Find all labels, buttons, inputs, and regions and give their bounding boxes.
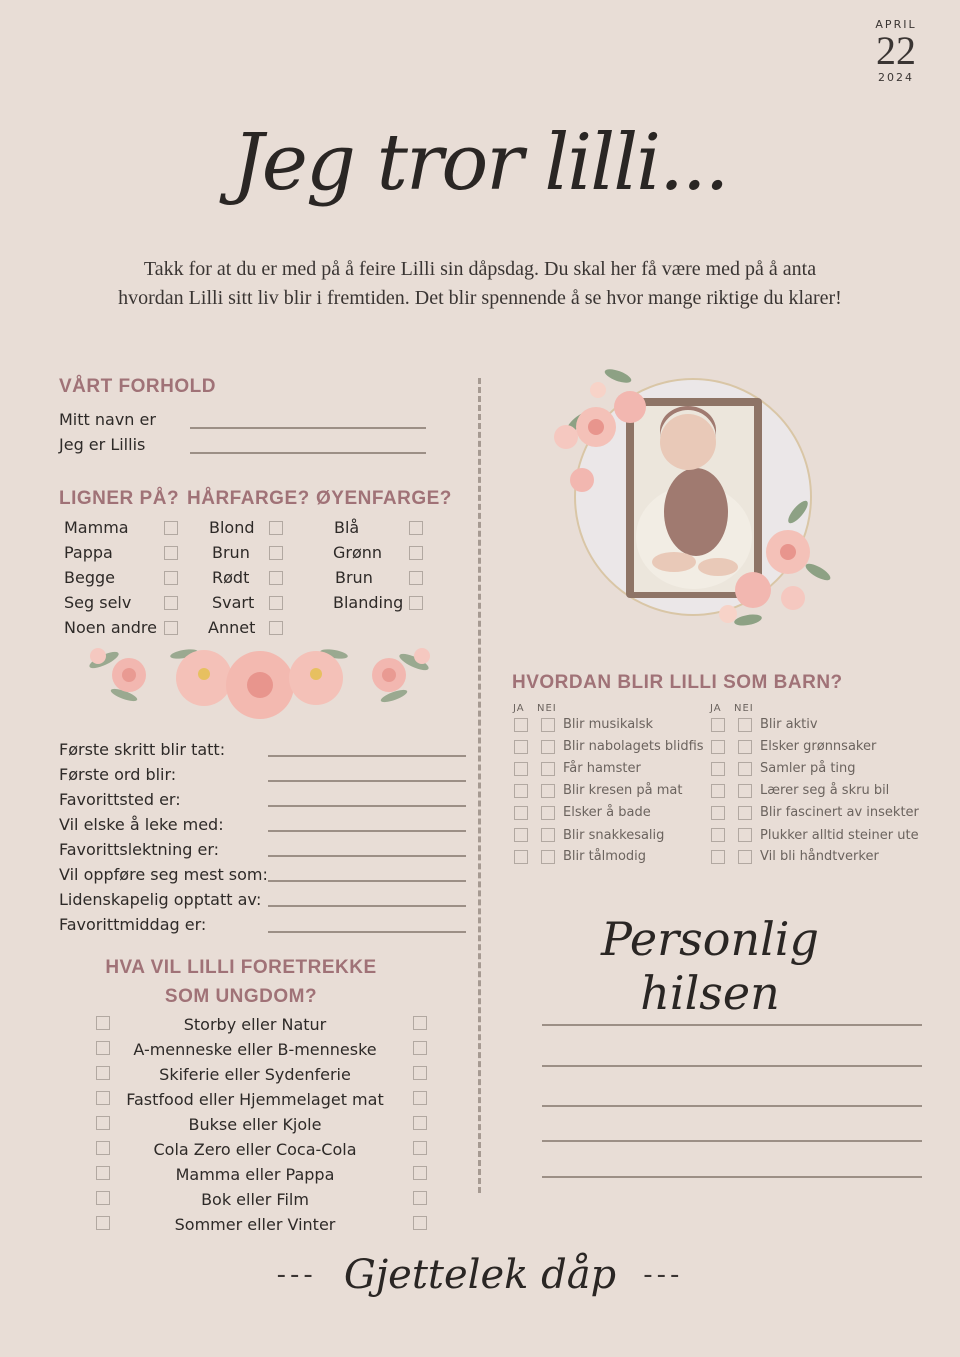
checkbox-blanding[interactable] (409, 596, 423, 610)
guess-line[interactable] (268, 805, 466, 807)
ja-checkbox[interactable] (711, 850, 725, 864)
greeting-line[interactable] (542, 1065, 922, 1067)
youth-item: Skiferie eller Sydenferie (159, 1065, 351, 1084)
guess-label: Favorittmiddag er: (59, 915, 207, 934)
youth-left-checkbox[interactable] (96, 1066, 110, 1080)
column-divider (478, 378, 481, 1193)
checkbox-mamma[interactable] (164, 521, 178, 535)
oyenfarge-heading: ØYENFARGE? (316, 488, 452, 509)
checkbox-noen-andre[interactable] (164, 621, 178, 635)
ja-checkbox[interactable] (711, 784, 725, 798)
youth-item: Bok eller Film (201, 1190, 309, 1209)
child-item: Blir kresen på mat (563, 783, 683, 798)
option-noen-andre: Noen andre (64, 618, 157, 637)
youth-item: Storby eller Natur (183, 1015, 327, 1034)
youth-item: Cola Zero eller Coca-Cola (153, 1140, 357, 1159)
child-item: Blir musikalsk (563, 717, 654, 732)
guess-label: Vil oppføre seg mest som: (59, 865, 268, 884)
guess-line[interactable] (268, 780, 466, 782)
nei-checkbox[interactable] (738, 762, 752, 776)
youth-item: Fastfood eller Hjemmelaget mat (126, 1090, 384, 1109)
date-day: 22 (876, 28, 916, 73)
option-mamma: Mamma (64, 518, 129, 537)
youth-right-checkbox[interactable] (413, 1191, 427, 1205)
youth-left-checkbox[interactable] (96, 1216, 110, 1230)
youth-left-checkbox[interactable] (96, 1191, 110, 1205)
youth-heading-line2: SOM UNGDOM? (164, 986, 318, 1007)
youth-left-checkbox[interactable] (96, 1041, 110, 1055)
nei-checkbox[interactable] (541, 828, 555, 842)
nei-checkbox[interactable] (738, 740, 752, 754)
guess-label: Favorittsted er: (59, 790, 181, 809)
checkbox-svart[interactable] (269, 596, 283, 610)
youth-right-checkbox[interactable] (413, 1066, 427, 1080)
guess-label: Første skritt blir tatt: (59, 740, 226, 759)
youth-right-checkbox[interactable] (413, 1216, 427, 1230)
nei-label-left: NEI (537, 703, 557, 714)
nei-checkbox[interactable] (541, 850, 555, 864)
ja-checkbox[interactable] (514, 718, 528, 732)
ja-checkbox[interactable] (514, 850, 528, 864)
nei-checkbox[interactable] (738, 828, 752, 842)
option-svart: Svart (212, 593, 255, 612)
youth-right-checkbox[interactable] (413, 1116, 427, 1130)
footer (0, 1252, 960, 1298)
youth-right-checkbox[interactable] (413, 1141, 427, 1155)
checkbox-pappa[interactable] (164, 546, 178, 560)
child-heading: HVORDAN BLIR LILLI SOM BARN? (512, 672, 843, 693)
option-seg-selv: Seg selv (64, 593, 132, 612)
nei-checkbox[interactable] (541, 718, 555, 732)
relation-line[interactable] (190, 452, 426, 454)
youth-right-checkbox[interactable] (413, 1166, 427, 1180)
footer-title: Gjettelek dåp (343, 1252, 617, 1298)
relationship-heading: VÅRT FORHOLD (59, 376, 216, 397)
option-blanding: Blanding (333, 593, 404, 612)
child-item: Blir nabolagets blidfis (563, 739, 704, 754)
ja-label-left: JA (513, 703, 525, 714)
child-item: Plukker alltid steiner ute (760, 828, 919, 843)
option-brun-haar: Brun (212, 543, 250, 562)
date-block (866, 18, 926, 84)
nei-checkbox[interactable] (738, 718, 752, 732)
checkbox-brun-oyne[interactable] (409, 571, 423, 585)
ja-checkbox[interactable] (514, 740, 528, 754)
child-item: Blir fascinert av insekter (760, 805, 919, 820)
youth-right-checkbox[interactable] (413, 1041, 427, 1055)
ligner-heading: LIGNER PÅ? (59, 488, 180, 509)
greeting-line[interactable] (542, 1140, 922, 1142)
guess-label: Favorittslektning er: (59, 840, 220, 859)
option-pappa: Pappa (64, 543, 113, 562)
guess-line[interactable] (268, 830, 466, 832)
guess-label: Lidenskapelig opptatt av: (59, 890, 262, 909)
youth-heading-line1: HVA VIL LILLI FORETREKKE (105, 957, 377, 978)
youth-item: A-menneske eller B-menneske (133, 1040, 377, 1059)
checkbox-gronn[interactable] (409, 546, 423, 560)
child-item: Lærer seg å skru bil (760, 783, 890, 798)
ja-checkbox[interactable] (711, 762, 725, 776)
intro-text: Takk for at du er med på å feire Lilli sin dåpsdag. Du skal her få være med på å anta hvordan Lilli sitt liv blir i fremtiden. Det blir spennende å se hvor mange riktige du klarer! (118, 258, 842, 309)
option-annet: Annet (208, 618, 256, 637)
youth-item: Mamma eller Pappa (175, 1165, 335, 1184)
nei-checkbox[interactable] (541, 806, 555, 820)
guess-label: Vil elske å leke med: (59, 815, 224, 834)
flower-garland-icon (84, 640, 434, 732)
nei-label-right: NEI (734, 703, 754, 714)
checkbox-rodt[interactable] (269, 571, 283, 585)
option-bla: Blå (334, 518, 360, 537)
ja-checkbox[interactable] (711, 806, 725, 820)
nei-checkbox[interactable] (541, 762, 555, 776)
youth-left-checkbox[interactable] (96, 1016, 110, 1030)
footer-dashes-right: --- (643, 1260, 684, 1290)
checkbox-bla[interactable] (409, 521, 423, 535)
date-month: APRIL (875, 18, 917, 31)
greeting-heading: Personlig hilsen (601, 912, 819, 1020)
checkbox-begge[interactable] (164, 571, 178, 585)
checkbox-brun-haar[interactable] (269, 546, 283, 560)
greeting-line[interactable] (542, 1105, 922, 1107)
youth-left-checkbox[interactable] (96, 1141, 110, 1155)
option-rodt: Rødt (212, 568, 250, 587)
nei-checkbox[interactable] (738, 806, 752, 820)
ja-checkbox[interactable] (514, 828, 528, 842)
child-item: Elsker grønnsaker (760, 739, 877, 754)
guess-line[interactable] (268, 905, 466, 907)
child-item: Blir aktiv (760, 717, 818, 732)
checkbox-seg-selv[interactable] (164, 596, 178, 610)
name-line[interactable] (190, 427, 426, 429)
guess-line[interactable] (268, 880, 466, 882)
baby-photo-icon (548, 362, 838, 637)
name-label: Mitt navn er (59, 410, 156, 429)
greeting-line[interactable] (542, 1176, 922, 1178)
youth-item: Sommer eller Vinter (174, 1215, 336, 1234)
child-item: Vil bli håndtverker (760, 849, 879, 864)
checkbox-annet[interactable] (269, 621, 283, 635)
option-begge: Begge (64, 568, 115, 587)
youth-item: Bukse eller Kjole (188, 1115, 322, 1134)
child-item: Samler på ting (760, 761, 856, 776)
footer-dashes-left: --- (276, 1260, 317, 1290)
page-title: Jeg tror lilli... (232, 118, 728, 208)
option-blond: Blond (209, 518, 255, 537)
youth-left-checkbox[interactable] (96, 1091, 110, 1105)
nei-checkbox[interactable] (738, 850, 752, 864)
nei-checkbox[interactable] (738, 784, 752, 798)
guess-label: Første ord blir: (59, 765, 177, 784)
youth-left-checkbox[interactable] (96, 1166, 110, 1180)
nei-checkbox[interactable] (541, 784, 555, 798)
ja-checkbox[interactable] (514, 784, 528, 798)
ja-checkbox[interactable] (711, 828, 725, 842)
haarfarge-heading: HÅRFARGE? (187, 488, 310, 509)
ja-checkbox[interactable] (711, 740, 725, 754)
guess-line[interactable] (268, 855, 466, 857)
guess-line[interactable] (268, 931, 466, 933)
youth-right-checkbox[interactable] (413, 1016, 427, 1030)
relation-label: Jeg er Lillis (59, 435, 146, 454)
ja-label-right: JA (710, 703, 722, 714)
option-gronn: Grønn (333, 543, 383, 562)
ja-checkbox[interactable] (711, 718, 725, 732)
guess-line[interactable] (268, 755, 466, 757)
child-item: Blir tålmodig (563, 849, 647, 864)
youth-right-checkbox[interactable] (413, 1091, 427, 1105)
child-item: Elsker å bade (563, 805, 651, 820)
child-item: Får hamster (563, 761, 641, 776)
greeting-line[interactable] (542, 1024, 922, 1026)
nei-checkbox[interactable] (541, 740, 555, 754)
ja-checkbox[interactable] (514, 762, 528, 776)
child-item: Blir snakkesalig (563, 828, 665, 843)
option-brun-oyne: Brun (335, 568, 373, 587)
date-year: 2024 (878, 71, 914, 84)
ja-checkbox[interactable] (514, 806, 528, 820)
youth-left-checkbox[interactable] (96, 1116, 110, 1130)
checkbox-blond[interactable] (269, 521, 283, 535)
